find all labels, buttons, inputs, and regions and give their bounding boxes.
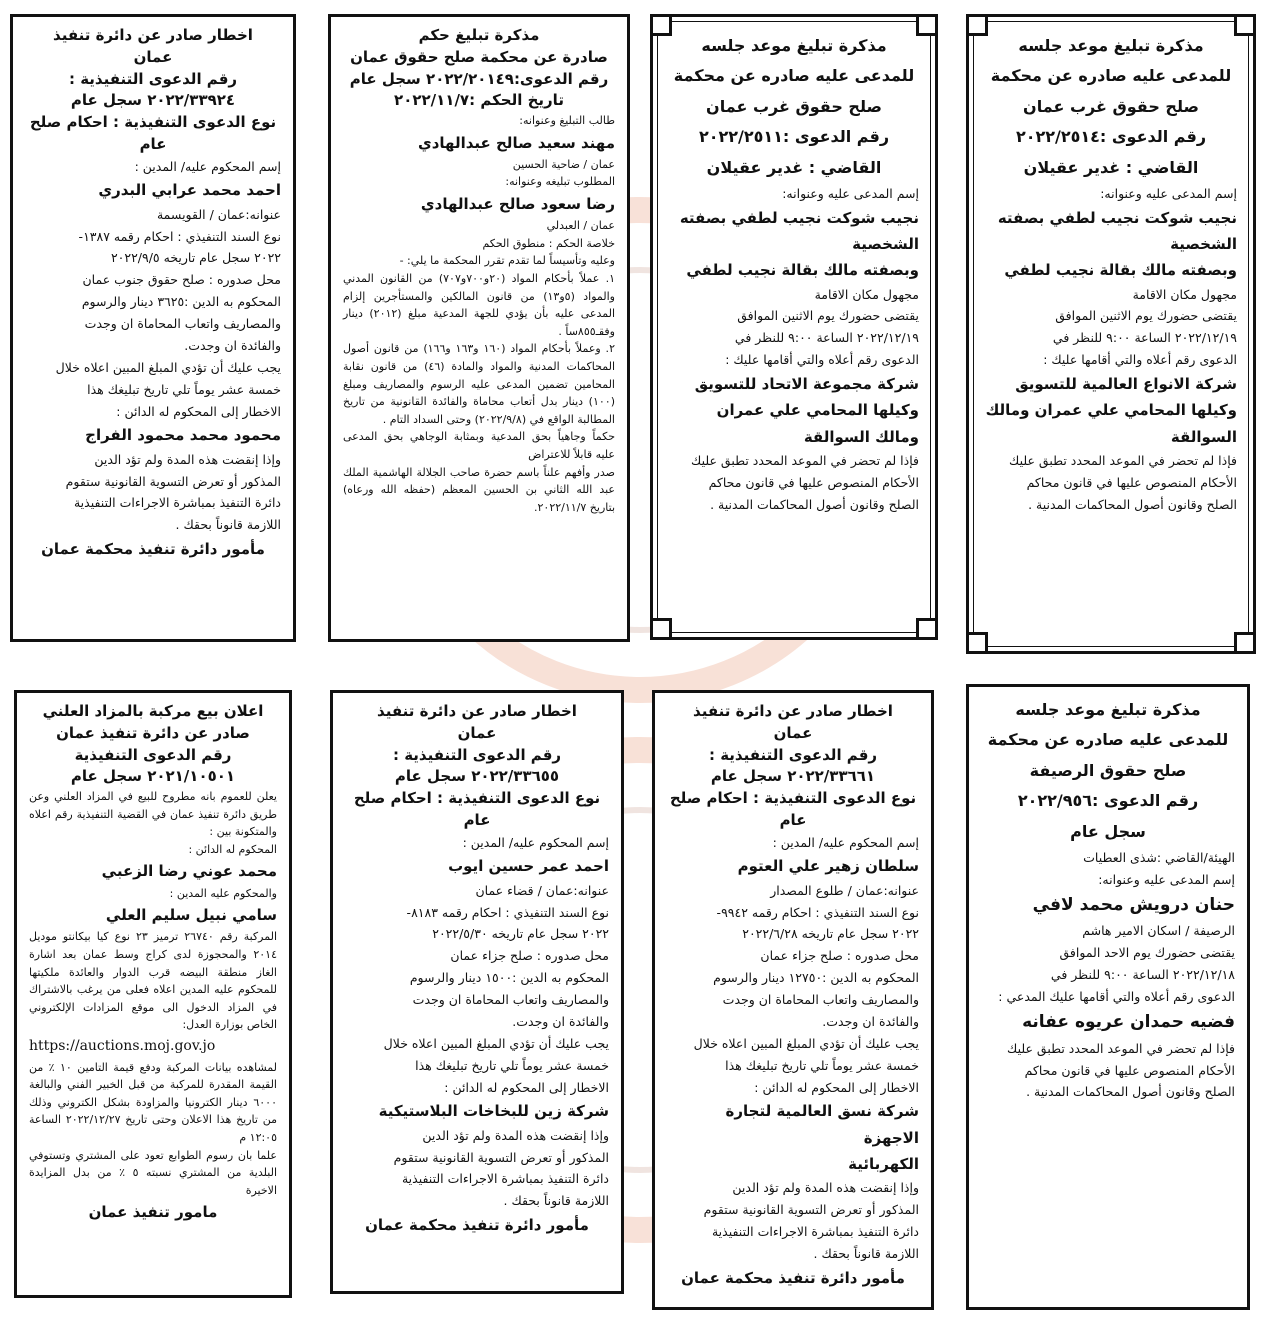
payment-deadline: خمسة عشر يوماً تلي تاريخ تبليغك هذا: [415, 1057, 609, 1073]
debtor-label: إسم المحكوم عليه/ المدين :: [772, 834, 919, 850]
notice-title: اخطار صادر عن دائرة تنفيذ عمان رقم الدعوى التنفيذية : ٢٠٢٢/٣٣٦٦١ سجل عام نوع الدعوى التنفيذية : احكام صلح عام: [669, 702, 917, 829]
issuing-court: محل صدوره : صلح حقوق جنوب عمان: [82, 272, 281, 288]
payment-deadline: يجب عليك أن تؤدي المبلغ المبين اعلاه خلال: [693, 1035, 919, 1051]
creditor-label: الاخطار إلى المحكوم له الدائن :: [754, 1079, 919, 1095]
warning-line: الصلح وقانون أصول المحاكمات المدنية .: [710, 496, 919, 512]
creditor-label: الاخطار إلى المحكوم له الدائن :: [444, 1079, 609, 1095]
warning-line: الصلح وقانون أصول المحاكمات المدنية .: [1028, 496, 1237, 512]
creditor-name: شركة زين للبخاخات البلاستيكية: [378, 1102, 609, 1121]
signature: مأمور دائرة تنفيذ محكمة عمان: [41, 540, 265, 559]
judgment-clause-1: ١. عملاً بأحكام المواد (٢٠و٧٠٠و٧٠٧) من القانون المدني والمواد (٥و١٣) من قانون المالكين والمستأجرين إلزام المدعى عليه بأن يؤدي للجهة المدعية مبلغ (٢٠١٢) دينار وفقـ٨٥٥ساً .: [343, 272, 616, 338]
notice-body: [25, 156, 281, 537]
debt-amount: المحكوم به الدين :١٥٠٠ دينار والرسوم: [409, 970, 609, 986]
hearing-date-time: ٢٠٢٢/١٢/١٩ الساعة ٩:٠٠ للنظر في: [734, 330, 919, 346]
issuing-court: محل صدوره : صلح جزاء عمان: [760, 948, 919, 964]
requester-name: مهند سعيد صالح عبدالهادي: [417, 133, 615, 152]
debtor-name: سلطان زهير علي العتوم: [737, 857, 919, 876]
warning-line: فإذا لم تحضر في الموعد المحدد تطبق عليك: [1009, 452, 1237, 468]
instrument-type: نوع السند التنفيذي : احكام رقمه ١٣٨٧-: [78, 228, 281, 244]
debtor-address: عنوانه:عمان / طلوع المصدار: [770, 882, 919, 898]
debtor-label: والمحكوم عليه المدين :: [169, 886, 277, 900]
notice-vehicle-auction-10501: [14, 690, 292, 1298]
signature: مامور تنفيذ عمان: [88, 1203, 218, 1222]
payment-deadline: خمسة عشر يوماً تلي تاريخ تبليغك هذا: [725, 1057, 919, 1073]
plaintiff-lawyer: وكيلها المحامي علي عمران ومالك السوالقة: [985, 401, 1237, 446]
signature: مأمور دائرة تنفيذ محكمة عمان: [681, 1268, 905, 1287]
instrument-type: نوع السند التنفيذي : احكام رقمه ٨١٨٣-: [406, 904, 609, 920]
debtor-address: عنوانه:عمان / القويسمة: [156, 206, 281, 222]
enforcement-warning: وإذا إنقضت هذه المدة ولم تؤد الدين: [94, 451, 281, 467]
debtor-name: احمد محمد عرابي البدري: [98, 181, 281, 200]
requester-address: عمان / ضاحية الحسين: [512, 157, 615, 171]
warning-line: الصلح وقانون أصول المحاكمات المدنية .: [1026, 1084, 1235, 1100]
instrument-date: ٢٠٢٢ سجل عام تاريخه ٢٠٢٢/٩/٥: [110, 250, 281, 266]
defendant-capacity: وبصفته مالك بقالة نجيب لطفي: [686, 261, 919, 280]
defendant-address: الرصيفة / اسكان الامير هاشم: [1082, 923, 1235, 939]
defendant-name: نجيب شوكت نجيب لطفي بصفته الشخصية: [679, 208, 919, 254]
enforcement-warning: اللازمة قانوناً بحقك .: [503, 1193, 609, 1209]
auction-intro: يعلن للعموم بانه مطروح للبيع في المزاد العلني وعن طريق دائرة تنفيذ عمان في القضية التنفيذية رقم اعلاه والمتكونة بين :: [29, 790, 277, 839]
recipient-address: عمان / العبدلي: [546, 219, 615, 233]
notice-title: مذكرة تبليغ موعد جلسه للمدعى عليه صادره عن محكمة صلح حقوق غرب عمان رقم الدعوى :٢٠٢٢/٢٥١٤ القاضي : غدير عقيلان: [990, 36, 1232, 177]
vehicle-details: المركبة رقم ٢٦٧٤٠ ترميز ٢٣ نوع كيا بيكانتو موديل ٢٠١٤ والمحجوزة لدى كراج وسط عمان بعد اشارة الغاز منطقة البيضه قرب الدوار والعائدة ملكيتها للمحكوم عليه المدين اعلاه فعلى من يرغب بالاشتراك في المزاد الدخول الى موقع المزادات الإلكتروني الخاص بوزارة العدل:: [29, 930, 277, 1032]
payment-deadline: يجب عليك أن تؤدي المبلغ المبين اعلاه خلال: [55, 359, 281, 375]
notice-title: مذكرة تبليغ موعد جلسه للمدعى عليه صادره عن محكمة صلح حقوق الرصيفة رقم الدعوى :٢٠٢٢/٩٥٦ سجل عام: [987, 700, 1229, 841]
enforcement-warning: اللازمة قانوناً بحقك .: [175, 517, 281, 533]
plaintiff-name: فضيه حمدان عريوه عفانه: [1022, 1011, 1235, 1032]
debt-fees: والمصاريف واتعاب المحاماة ان وجدت: [412, 992, 609, 1007]
notice-hearing-rusaifa-956: [966, 684, 1250, 1310]
issuing-court: محل صدوره : صلح جزاء عمان: [450, 948, 609, 964]
judgment-type: حكماً وجاهياً بحق المدعية وبمثابة الوجاهي بحق المدعى عليه قابلاً للاعتراض: [343, 430, 615, 461]
defendant-label: إسم المدعى عليه وعنوانه:: [782, 185, 919, 201]
defendant-name: حنان درويش محمد لافي: [1032, 894, 1235, 915]
notice-hearing-gharb-amman-2514: [966, 14, 1256, 654]
plaintiff-label: الدعوى رقم أعلاه والتي أقامها عليك المدعي :: [998, 989, 1235, 1005]
debtor-address: عنوانه:عمان / قضاء عمان: [475, 882, 609, 898]
defendant-name: نجيب شوكت نجيب لطفي بصفته الشخصية: [997, 208, 1237, 254]
notice-body: [345, 832, 609, 1213]
warning-line: الأحكام المنصوص عليها في قانون محاكم: [1026, 474, 1237, 490]
instrument-date: ٢٠٢٢ سجل عام تاريخه ٢٠٢٢/٦/٢٨: [742, 926, 919, 942]
instrument-type: نوع السند التنفيذي : احكام رقمه ٩٩٤٢-: [716, 904, 919, 920]
notice-body: [669, 183, 919, 516]
enforcement-warning: المذكور أو تعرض التسوية القانونية ستقوم: [703, 1202, 919, 1217]
warning-line: الأحكام المنصوص عليها في قانون محاكم: [1024, 1062, 1235, 1078]
notice-body: [343, 112, 615, 516]
judgment-issued: صدر وأفهم علناً باسم حضرة صاحب الجلالة الهاشمية الملك عبد الله الثاني بن الحسين المعظم (حفظه الله ورعاه) بتاريخ ٢٠٢٢/١١/٧.: [343, 465, 615, 514]
plaintiff-label: الدعوى رقم أعلاه والتي أقامها عليك :: [1043, 352, 1237, 368]
notice-execution-33661: [652, 690, 934, 1310]
hearing-day: يقتضى حضورك يوم الاثنين الموافق: [737, 308, 919, 324]
debt-interest: والفائدة ان وجدت.: [822, 1013, 919, 1029]
plaintiff-label: الدعوى رقم أعلاه والتي أقامها عليك :: [725, 352, 919, 368]
hearing-day: يقتضى حضورك يوم الاحد الموافق: [1059, 945, 1235, 961]
enforcement-warning: وإذا إنقضت هذه المدة ولم تؤد الدين: [732, 1180, 919, 1196]
debt-amount: المحكوم به الدين :٣٦٢٥ دينار والرسوم: [81, 294, 281, 310]
instrument-date: ٢٠٢٢ سجل عام تاريخه ٢٠٢٢/٥/٣٠: [432, 926, 609, 942]
payment-deadline: يجب عليك أن تؤدي المبلغ المبين اعلاه خلال: [383, 1035, 609, 1051]
notice-body: [981, 847, 1235, 1103]
hearing-day: يقتضى حضورك يوم الاثنين الموافق: [1055, 308, 1237, 324]
judgment-intro: وعليه وتأسيساً لما تقدم تقرر المحكمة ما يلي: -: [399, 254, 615, 268]
notice-title: اخطار صادر عن دائرة تنفيذ عمان رقم الدعوى التنفيذية : ٢٠٢٢/٣٣٦٥٥ سجل عام نوع الدعوى التنفيذية : احكام صلح عام: [353, 702, 601, 829]
notice-title: مذكرة تبليغ موعد جلسه للمدعى عليه صادره عن محكمة صلح حقوق غرب عمان رقم الدعوى :٢٠٢٢/٢٥١١ القاضي : غدير عقيلان: [673, 36, 915, 177]
payment-deadline: خمسة عشر يوماً تلي تاريخ تبليغك هذا: [87, 381, 281, 397]
enforcement-warning: وإذا إنقضت هذه المدة ولم تؤد الدين: [422, 1127, 609, 1143]
debtor-label: إسم المحكوم عليه/ المدين :: [134, 158, 281, 174]
judgment-summary-label: خلاصة الحكم : منطوق الحكم: [482, 236, 615, 250]
judgment-clause-2: ٢. وعملاً بأحكام المواد (١٦٠ و١٦٣ و١٦٦) من قانون أصول المحاكمات المدنية والمواد والمادة (٤٦) من قانون نقابة المحامين تضمين المدعى عليه الرسوم والمصاريف ومبلغ (١٠٠) دينار بدل أتعاب محاماة والفائدة القانونية من تاريخ المطالبة الواقع في (٢٠٢٢/٩/٨) وحتى السداد التام .: [343, 342, 615, 426]
creditor-label: المحكوم له الدائن :: [188, 842, 277, 856]
notice-title: اعلان بيع مركبة بالمزاد العلني صادر عن دائرة تنفيذ عمان رقم الدعوى التنفيذية ٢٠٢١/١٠٥٠١ سجل عام: [42, 702, 264, 786]
warning-line: الأحكام المنصوص عليها في قانون محاكم: [708, 474, 919, 490]
notice-body: [667, 832, 919, 1265]
debtor-name: احمد عمر حسين ايوب: [448, 857, 609, 876]
warning-line: فإذا لم تحضر في الموعد المحدد تطبق عليك: [691, 452, 919, 468]
debt-fees: والمصاريف واتعاب المحاماة ان وجدت: [84, 316, 281, 331]
auction-fees-note: علما بان رسوم الطوابع تعود على المشتري وتستوفي البلدية من المشتري نسبته ٥ ٪ من بدل المزايدة الاخيرة: [29, 1148, 277, 1197]
enforcement-warning: دائرة التنفيذ بمباشرة الاجراءات التنفيذية: [711, 1223, 919, 1239]
debt-interest: والفائدة ان وجدت.: [512, 1013, 609, 1029]
notice-execution-33924: [10, 14, 296, 642]
auction-deposit-terms: لمشاهده بيانات المركبة ودفع قيمة التامين ١٠ ٪ من القيمة المقدرة للمركبة من قبل الخبير الفني والبالغة ٦٠٠٠ دينار الكترونيا والمزاودة بشكل الكتروني وذلك من تاريخ هذا الاعلان وحتى تاريخ ٢٠٢٢/١٢/٢٧ الساعة ١٢:٠٥ م: [29, 1060, 278, 1144]
debtor-label: إسم المحكوم عليه/ المدين :: [462, 834, 609, 850]
debt-fees: والمصاريف واتعاب المحاماة ان وجدت: [722, 992, 919, 1007]
creditor-name: محمود محمد محمود الفراج: [85, 426, 281, 445]
creditor-name: شركة نسق العالمية لتجارة الاجهزة: [725, 1102, 919, 1147]
creditor-label: الاخطار إلى المحكوم له الدائن :: [116, 403, 281, 419]
notice-judgment-amman-20149: [328, 14, 630, 642]
creditor-name: الكهربائية: [848, 1154, 919, 1173]
judge: الهيئة/القاضي :شذى العطيات: [1083, 849, 1235, 865]
enforcement-warning: اللازمة قانوناً بحقك .: [813, 1245, 919, 1261]
enforcement-warning: دائرة التنفيذ بمباشرة الاجراءات التنفيذية: [401, 1171, 609, 1187]
plaintiff-name: شركة الانواع العالمية للتسويق: [1015, 375, 1237, 394]
plaintiff-lawyer: وكيلها المحامي علي عمران ومالك السوالقة: [716, 401, 919, 446]
recipient-label: المطلوب تبليغه وعنوانه:: [505, 175, 615, 189]
notice-body: [29, 788, 277, 1199]
auction-site-link[interactable]: https://auctions.moj.gov.jo: [29, 1038, 216, 1055]
notice-execution-33655: [330, 690, 624, 1294]
debt-amount: المحكوم به الدين :١٢٧٥٠ دينار والرسوم: [713, 970, 919, 986]
requester-label: طالب التبليغ وعنوانه:: [519, 114, 615, 127]
creditor-name: محمد عوني رضا الزعبي: [101, 862, 277, 881]
plaintiff-name: شركة مجموعة الاتحاد للتسويق: [694, 375, 919, 394]
enforcement-warning: دائرة التنفيذ بمباشرة الاجراءات التنفيذية: [73, 495, 281, 511]
notice-body: [985, 183, 1237, 516]
defendant-label: إسم المدعى عليه وعنوانه:: [1100, 185, 1237, 201]
address-status: مجهول مكان الاقامة: [814, 286, 919, 302]
notice-title: اخطار صادر عن دائرة تنفيذ عمان رقم الدعوى التنفيذية : ٢٠٢٢/٣٣٩٢٤ سجل عام نوع الدعوى التنفيذية : احكام صلح عام: [29, 26, 277, 153]
hearing-date-time: ٢٠٢٢/١٢/١٩ الساعة ٩:٠٠ للنظر في: [1052, 330, 1237, 346]
enforcement-warning: المذكور أو تعرض التسوية القانونية ستقوم: [65, 473, 281, 489]
recipient-name: رضا سعود صالح عبدالهادي: [420, 195, 615, 214]
enforcement-warning: المذكور أو تعرض التسوية القانونية ستقوم: [393, 1149, 609, 1165]
address-status: مجهول مكان الاقامة: [1132, 286, 1237, 302]
notice-title: مذكرة تبليغ حكم صادرة عن محكمة صلح حقوق عمان رقم الدعوى:٢٠٢٢/٢٠١٤٩ سجل عام تاريخ الحكم :٢٠٢٢/١١/٧: [349, 26, 609, 110]
defendant-capacity: وبصفته مالك بقالة نجيب لطفي: [1004, 261, 1237, 280]
defendant-label: إسم المدعى عليه وعنوانه:: [1098, 871, 1235, 887]
debt-interest: والفائدة ان وجدت.: [184, 337, 281, 353]
warning-line: فإذا لم تحضر في الموعد المحدد تطبق عليك: [1007, 1040, 1235, 1056]
debtor-name: سامي نبيل سليم العلي: [105, 906, 277, 925]
hearing-date-time: ٢٠٢٢/١٢/١٨ الساعة ٩:٠٠ للنظر في: [1050, 967, 1235, 983]
notice-hearing-gharb-amman-2511: [650, 14, 938, 640]
signature: مأمور دائرة تنفيذ محكمة عمان: [365, 1216, 589, 1235]
